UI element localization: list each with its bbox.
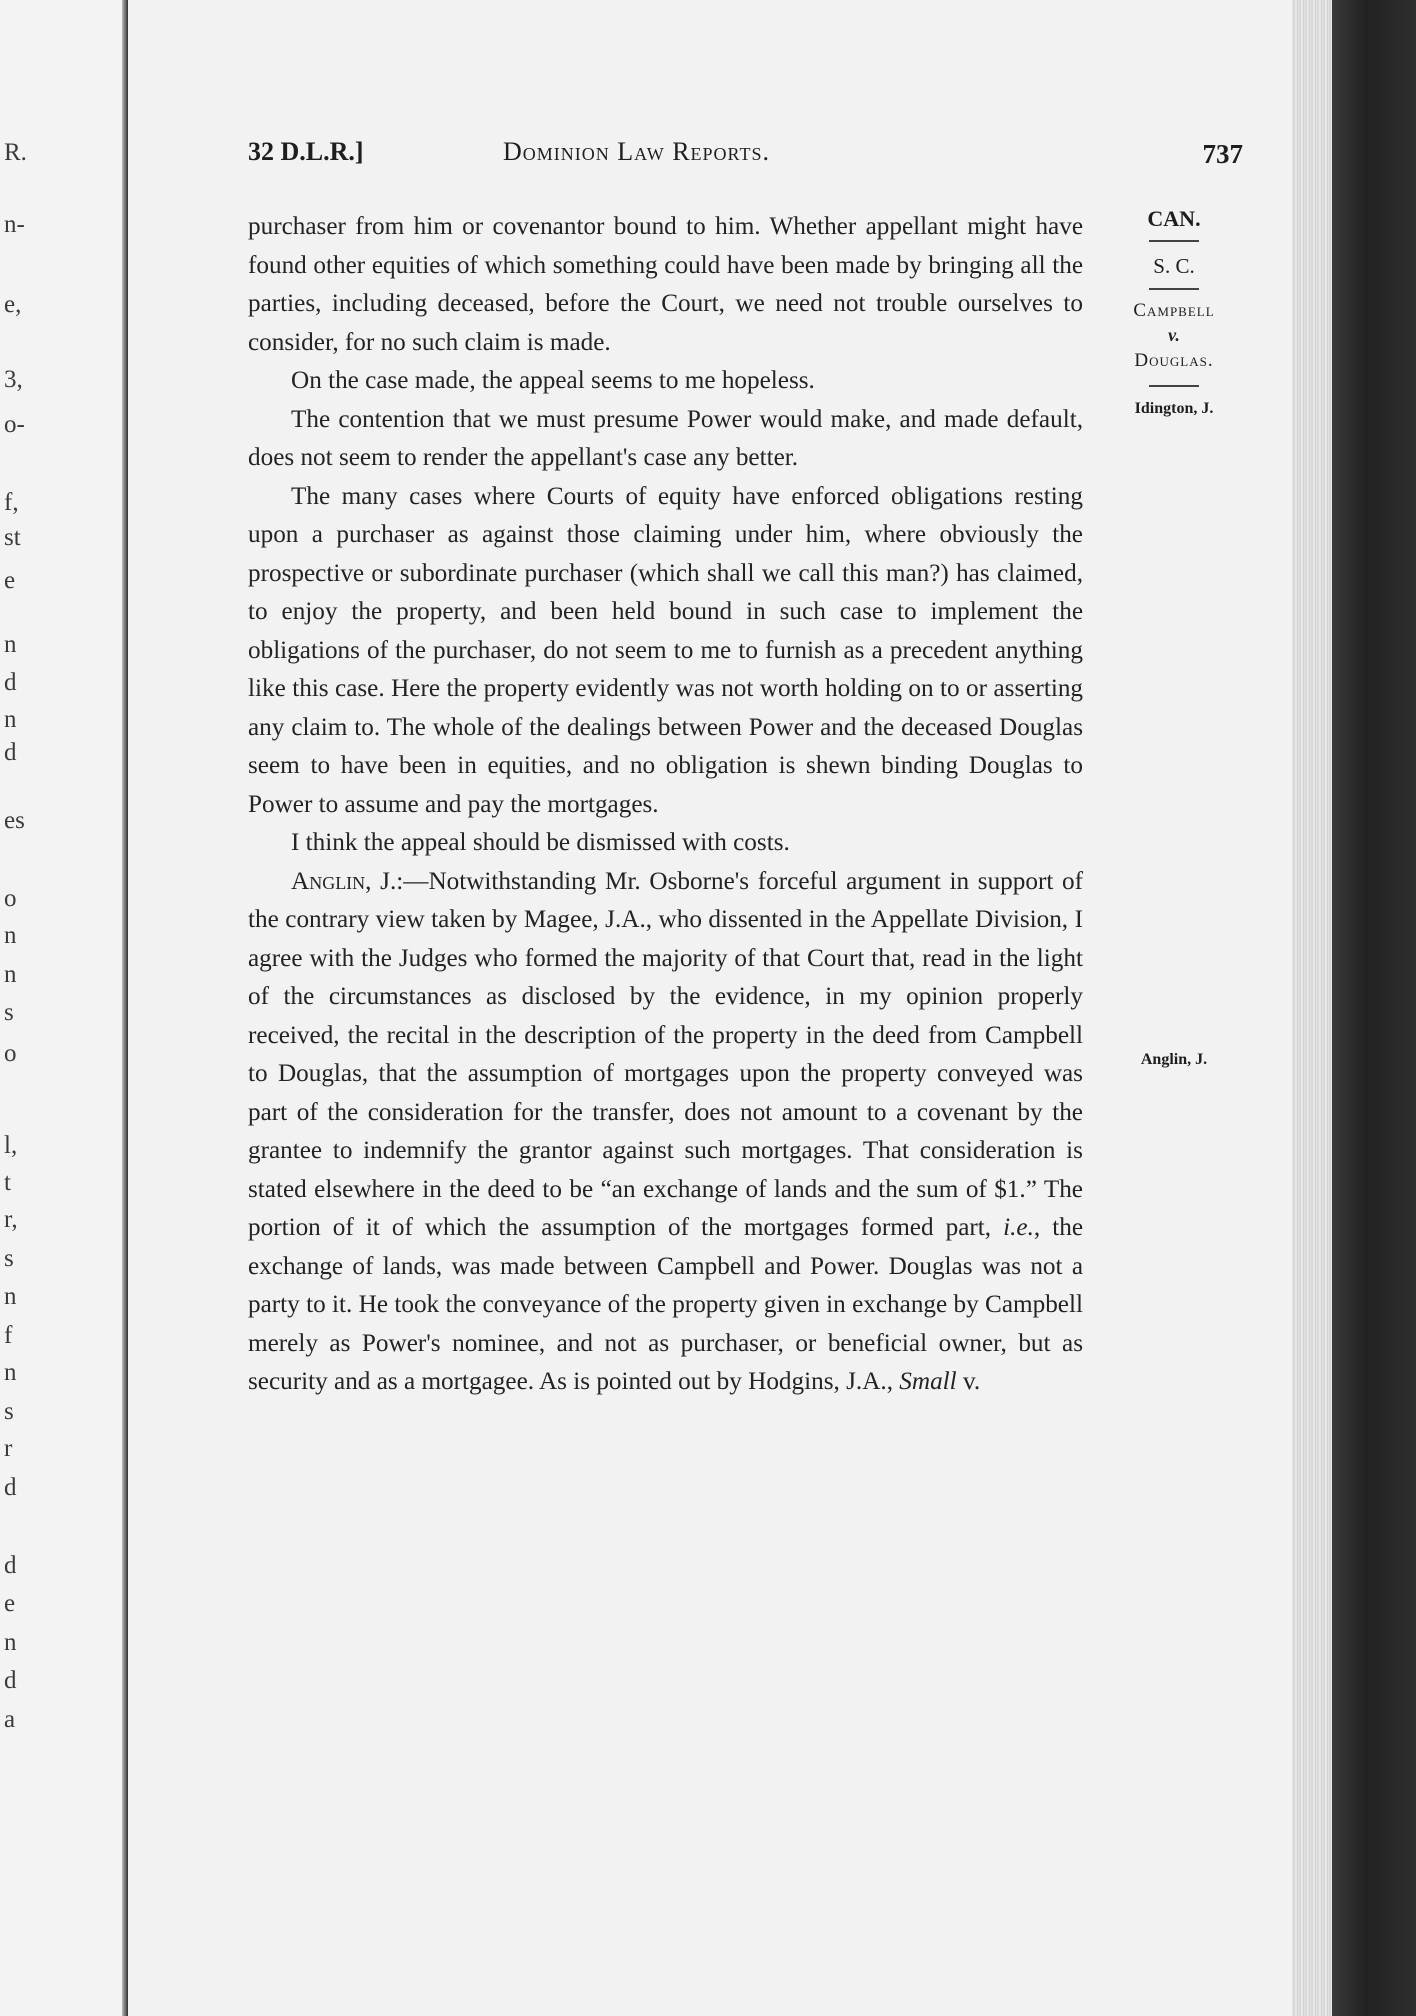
facing-page-fragment: a <box>4 1706 16 1733</box>
paragraph-2: On the case made, the appeal seems to me hopeless. <box>291 367 815 394</box>
facing-page-fragment: e <box>4 567 16 594</box>
paragraph-3: The contention that we must presume Power would make, and made default, does not seem to render the appellant's case any better. <box>248 405 1083 471</box>
case-name: Small <box>899 1368 957 1395</box>
facing-page-fragment: st <box>4 524 21 551</box>
facing-page-fragment: f, <box>4 489 19 516</box>
facing-page-fragment: r, <box>4 1206 18 1233</box>
facing-page-fragment: n <box>4 1283 17 1310</box>
margin-court-level: S. C. <box>1153 254 1195 278</box>
facing-page-fragment: e, <box>4 291 22 318</box>
facing-page-fragment: f <box>4 1322 13 1349</box>
publication-title: Dominion Law Reports. <box>503 137 770 166</box>
facing-page-fragment: n <box>4 631 17 658</box>
margin-party-1: Campbell <box>1133 300 1215 321</box>
paragraph-6-text: :—Notwithstanding Mr. Osborne's forceful argument in support of the contrary view taken by Magee, J.A., who dissented in the Appellate Division, I agree with the Judges who formed the majority of that Court that, read in the light of the circumstances as disclosed by the evidence, in my opinion properly received, the recital in the description of the property in the deed from Campbell to Douglas, that the assumption of mortgages upon the property conveyed was part of the consideration for the transfer, does not amount to a covenant by the grantee to indemnify the grantor against such mortgages. That consideration is stated elsewhere in the deed to be “an exchange of lands and the sum of $1.” The portion of it of which the assumption of the mortgages formed part, <box>248 867 1083 1241</box>
margin-rule <box>1149 240 1199 242</box>
facing-page-fragment: d <box>4 1552 17 1579</box>
body-text <box>248 208 1083 1402</box>
margin-rule <box>1149 385 1199 387</box>
margin-judge-anglin: Anglin, J. <box>1140 1051 1208 1068</box>
facing-page-fragment: l, <box>4 1132 18 1159</box>
page-edges <box>1292 0 1332 2016</box>
book-cover-edge <box>1332 0 1416 2016</box>
facing-page-fragment: d <box>4 739 17 766</box>
facing-page-fragment: e <box>4 1590 16 1617</box>
paragraph-6-text-continued: , the exchange of lands, was made between Campbell and Power. Douglas was not a party to it. He took the conveyance of the property given in exchange by Campbell merely as Power's nominee, and not as purchaser, or beneficial owner, but as security and as a mortgagee. As is pointed out by Hodgins, J.A., <box>248 1214 1083 1395</box>
margin-versus: v. <box>1168 325 1180 345</box>
facing-page-fragment: n <box>4 922 17 949</box>
paragraph-5: I think the appeal should be dismissed with costs. <box>291 829 790 856</box>
margin-party-2: Douglas. <box>1134 350 1214 371</box>
facing-page-fragment: n <box>4 961 17 988</box>
facing-page-fragment: d <box>4 1474 17 1501</box>
facing-page-fragment: n- <box>4 211 25 238</box>
running-head <box>248 137 1243 173</box>
paragraph-6-end: v. <box>956 1368 981 1395</box>
ie-abbreviation: i.e. <box>1003 1214 1034 1241</box>
facing-page-fragment: R. <box>4 139 27 166</box>
facing-page-fragment: 3, <box>4 366 23 393</box>
facing-page-fragment: o <box>4 885 17 912</box>
margin-rule <box>1149 288 1199 290</box>
facing-page-fragment: s <box>4 1398 14 1425</box>
page-number: 737 <box>1202 139 1243 169</box>
speaker-name: Anglin, J. <box>291 867 397 895</box>
paragraph-4: The many cases where Courts of equity have enforced obligations resting upon a purchaser as against those claiming under him, where obviously the prospective or subordinate purchaser (which shall we call this man?) has claimed, to enjoy the property, and been held bound in such case to implement the obligations of the purchaser, do not seem to me to furnish as a precedent anything like this case. Here the property evidently was not worth holding on to or asserting any claim to. The whole of the dealings between Power and the deceased Douglas seem to have been in equities, and no obligation is shewn binding Douglas to Power to assume and pay the mortgages. <box>248 482 1083 818</box>
paragraph-1: purchaser from him or covenantor bound to him. Whether appellant might have found other equities of which something could have been made by bringing all the parties, including deceased, before the Court, we need not trouble ourselves to consider, for no such claim is made. <box>248 213 1083 356</box>
facing-page-fragment: s <box>4 1245 14 1272</box>
margin-judge-idington: Idington, J. <box>1134 400 1214 417</box>
facing-page-fragment: s <box>4 999 14 1026</box>
paragraph-6 <box>248 863 1083 1402</box>
facing-page-fragment: n <box>4 1629 17 1656</box>
margin-court: CAN. <box>1147 206 1201 231</box>
facing-page-fragment: o- <box>4 411 25 438</box>
facing-page-fragment: o <box>4 1040 17 1067</box>
facing-page-fragment: t <box>4 1169 11 1196</box>
facing-page-fragment: d <box>4 1667 17 1694</box>
facing-page-fragment: n <box>4 1359 17 1386</box>
volume-citation: 32 D.L.R.] <box>248 137 364 166</box>
facing-page-fragment: n <box>4 706 17 733</box>
facing-page-edge <box>0 0 128 2016</box>
facing-page-fragment: r <box>4 1435 13 1462</box>
facing-page-fragment: d <box>4 669 17 696</box>
facing-page-fragment: es <box>4 807 25 834</box>
